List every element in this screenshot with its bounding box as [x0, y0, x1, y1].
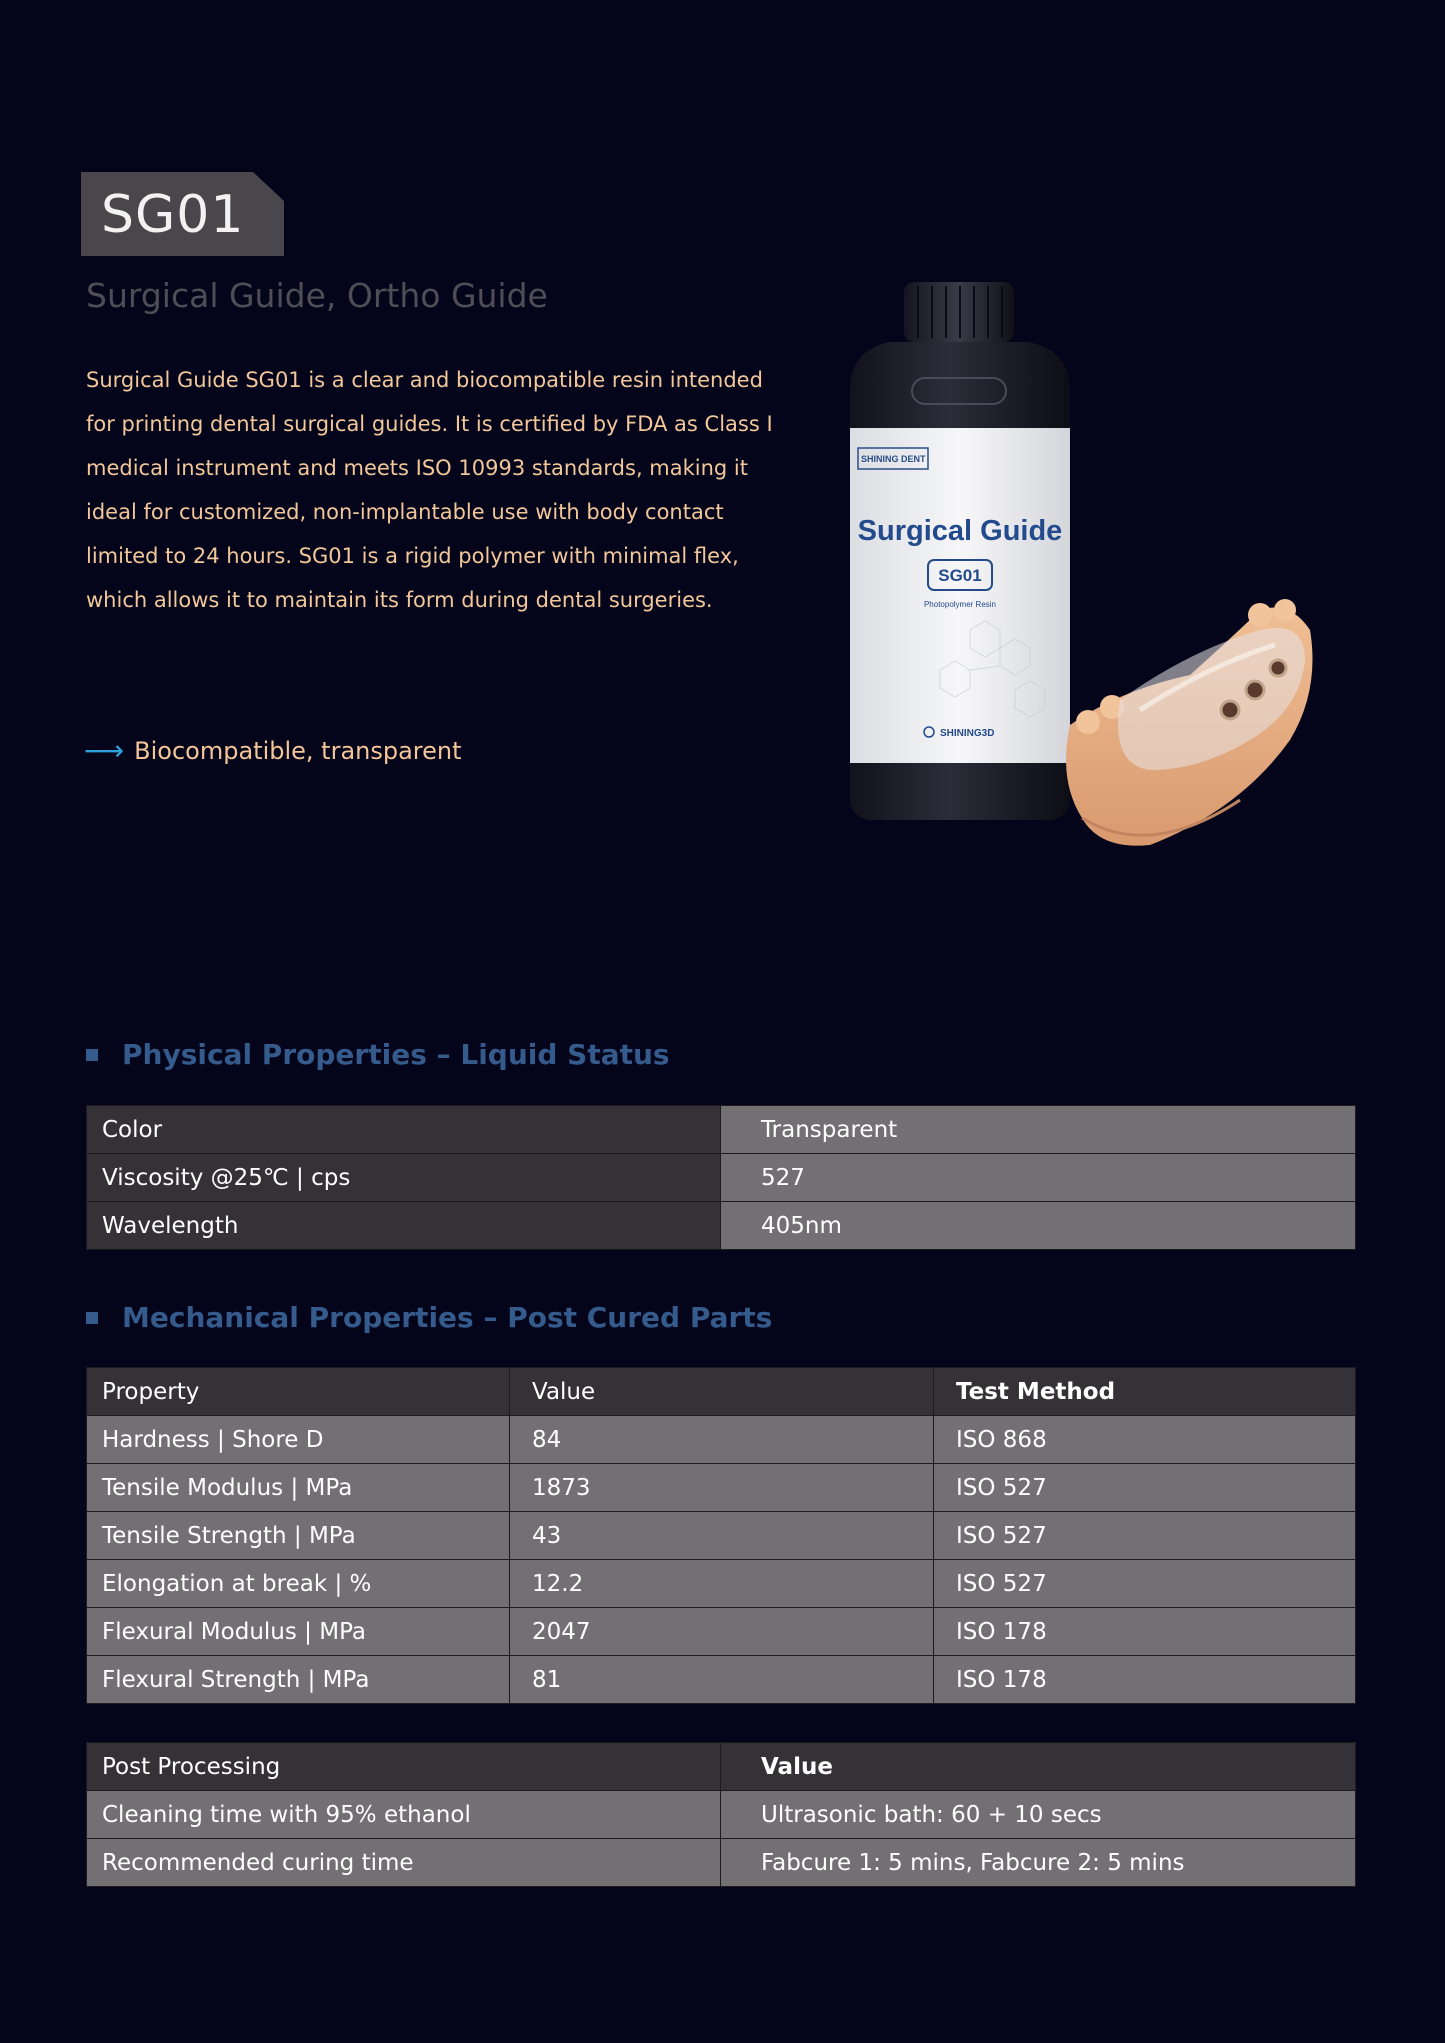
table-cell: Tensile Modulus | MPa [87, 1464, 510, 1512]
arrow-right-icon: ⟶ [84, 734, 125, 767]
table-row [87, 1791, 1356, 1839]
table-cell: Color [87, 1106, 721, 1154]
table-header-row [87, 1743, 1356, 1791]
table-cell: Transparent [721, 1106, 1356, 1154]
bottle-resin-type: Photopolymer Resin [923, 600, 997, 609]
bottle-brand: SHINING DENT [861, 454, 926, 464]
table-row [87, 1416, 1356, 1464]
bullet-square-icon [86, 1049, 98, 1061]
table-header-row [87, 1368, 1356, 1416]
table-cell: Wavelength [87, 1202, 721, 1250]
table-cell: 43 [510, 1512, 934, 1560]
product-image [820, 270, 1360, 860]
product-code: SG01 [101, 185, 245, 245]
table-cell: Fabcure 1: 5 mins, Fabcure 2: 5 mins [721, 1839, 1356, 1887]
table-cell: Viscosity @25℃ | cps [87, 1154, 721, 1202]
table-header-cell: Value [510, 1368, 934, 1416]
feature-text: Biocompatible, transparent [134, 737, 462, 765]
table-cell: Elongation at break | % [87, 1560, 510, 1608]
table-row [87, 1560, 1356, 1608]
table-row [87, 1839, 1356, 1887]
table-cell: ISO 527 [934, 1512, 1356, 1560]
mechanical-section-title [86, 1301, 772, 1334]
table-row [87, 1202, 1356, 1250]
physical-title-text: Physical Properties – Liquid Status [122, 1038, 670, 1071]
table-cell: ISO 527 [934, 1464, 1356, 1512]
table-cell: ISO 527 [934, 1560, 1356, 1608]
table-row [87, 1106, 1356, 1154]
table-cell: ISO 868 [934, 1416, 1356, 1464]
table-cell: ISO 178 [934, 1656, 1356, 1704]
table-header-cell: Property [87, 1368, 510, 1416]
table-row [87, 1154, 1356, 1202]
mechanical-title-text: Mechanical Properties – Post Cured Parts [122, 1301, 773, 1334]
product-subtitle: Surgical Guide, Ortho Guide [86, 276, 548, 315]
table-cell: 1873 [510, 1464, 934, 1512]
post-processing-table [86, 1742, 1356, 1887]
table-cell: Ultrasonic bath: 60 + 10 secs [721, 1791, 1356, 1839]
table-cell: Recommended curing time [87, 1839, 721, 1887]
table-cell: Hardness | Shore D [87, 1416, 510, 1464]
feature-line [84, 733, 462, 769]
product-description: Surgical Guide SG01 is a clear and biocompatible resin intended for printing dental surgical guides. It is certified by FDA as Class I medical instrument and meets ISO 10993 standards, making it ideal for customized, non-implantable use with body contact limited to 24 hours. SG01 is a rigid polymer with minimal flex, which allows it to maintain its form during dental surgeries. [86, 368, 773, 612]
table-cell: Flexural Strength | MPa [87, 1656, 510, 1704]
table-cell: 405nm [721, 1202, 1356, 1250]
bottle-maker: SHINING3D [940, 728, 995, 739]
table-cell: 527 [721, 1154, 1356, 1202]
bullet-square-icon [86, 1312, 98, 1324]
table-row [87, 1464, 1356, 1512]
dental-model-icon [1066, 599, 1313, 846]
table-cell: 81 [510, 1656, 934, 1704]
physical-section-title [86, 1038, 670, 1071]
table-cell: 12.2 [510, 1560, 934, 1608]
mechanical-properties-table [86, 1367, 1356, 1704]
table-row [87, 1656, 1356, 1704]
table-cell: Tensile Strength | MPa [87, 1512, 510, 1560]
bottle-code: SG01 [938, 566, 982, 585]
table-header-cell: Value [721, 1743, 1356, 1791]
table-cell: 84 [510, 1416, 934, 1464]
physical-properties-table [86, 1105, 1356, 1250]
table-header-cell: Test Method [934, 1368, 1356, 1416]
table-row [87, 1512, 1356, 1560]
table-cell: ISO 178 [934, 1608, 1356, 1656]
table-cell: Cleaning time with 95% ethanol [87, 1791, 721, 1839]
table-row [87, 1608, 1356, 1656]
table-cell: 2047 [510, 1608, 934, 1656]
bottle-product-name: Surgical Guide [857, 515, 1063, 547]
table-cell: Flexural Modulus | MPa [87, 1608, 510, 1656]
table-header-cell: Post Processing [87, 1743, 721, 1791]
